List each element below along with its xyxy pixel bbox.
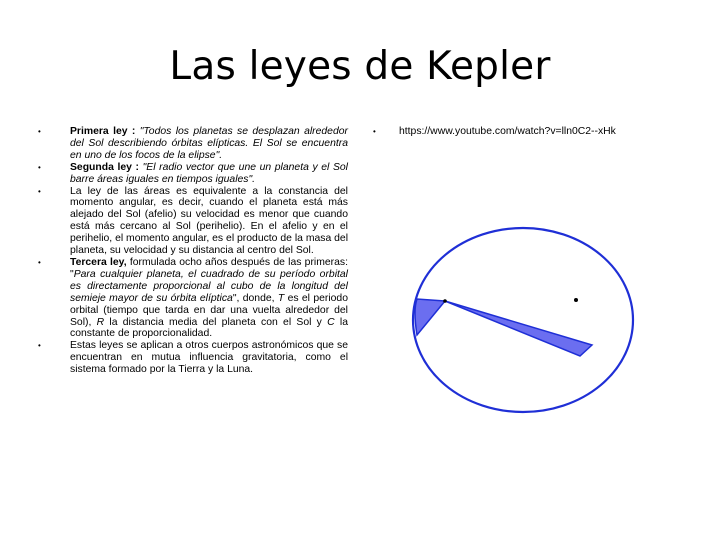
third-law-label: Tercera ley, [70, 256, 130, 268]
var-t: T [277, 292, 285, 304]
bullet-third-law [34, 257, 348, 340]
bullet-area-law [34, 186, 348, 257]
area-law-text: La ley de las áreas es equivalente a la constancia del momento angular, es decir, cuando el planeta está más alejado del Sol (afelio) su velocidad es menor que cuando está más cercano al Sol (perihelio). En el afelio y en el perihelio, el momento angular, es el producto de la masa del planeta, su velocidad y su distancia al centro del Sol. [70, 185, 348, 257]
other-bodies-text: Estas leyes se aplican a otros cuerpos astronómicos que se encuentran en mutua influencia gravitatoria, como el sistema formado por la Tierra y la Luna. [70, 340, 348, 376]
second-law-text: "El radio vector que une un planeta y el Sol barre áreas iguales en tiempos iguales". [70, 161, 348, 185]
sun-dot [574, 298, 578, 302]
third-law-intro: formulada ocho años después de las primeras: " [70, 256, 348, 280]
orbit-ellipse [413, 228, 633, 412]
third-law-rest3: la distancia media del planeta con el Sol y [104, 316, 328, 328]
bullet-first-law [34, 126, 348, 162]
bullet-dot: • [373, 127, 376, 136]
bullet-dot: • [38, 127, 41, 136]
video-link[interactable]: https://www.youtube.com/watch?v=lln0C2--xHk [399, 126, 616, 137]
bullet-dot: • [38, 257, 41, 267]
bullet-other-bodies [34, 340, 348, 376]
bullet-video-link [369, 126, 689, 138]
slide-title: Las leyes de Kepler [169, 44, 551, 89]
bullet-second-law [34, 162, 348, 186]
third-law-rest1: ", donde, [232, 292, 278, 304]
left-bullet-list [34, 126, 348, 376]
bullet-dot: • [38, 162, 41, 172]
third-law-quote: Para cualquier planeta, el cuadrado de su período orbital es directamente proporcional al cubo de la longitud del semieje mayor de su órbita elíptica [70, 268, 348, 304]
var-r: R [96, 316, 105, 328]
first-law-text: "Todos los planetas se desplazan alrededor del Sol describiendo órbitas elípticas. El Sol se encuentra en uno de los focos de la elipse". [70, 126, 348, 161]
second-law-label: Segunda ley : [70, 161, 143, 173]
var-c: C [327, 316, 335, 328]
bullet-dot: • [38, 341, 41, 351]
right-bullet-list [369, 126, 689, 138]
swept-area-perihelion [445, 301, 592, 356]
third-law-rest4: la constante de proporcionalidad. [70, 316, 348, 340]
planet-dot [443, 299, 447, 303]
swept-area-aphelion [415, 299, 445, 335]
kepler-orbit-diagram [408, 225, 658, 431]
first-law-label: Primera ley : [70, 126, 140, 137]
third-law-rest2: es el periodo orbital (tiempo que tarda en dar una vuelta alrededor del Sol), [70, 292, 348, 328]
bullet-dot: • [38, 186, 41, 196]
